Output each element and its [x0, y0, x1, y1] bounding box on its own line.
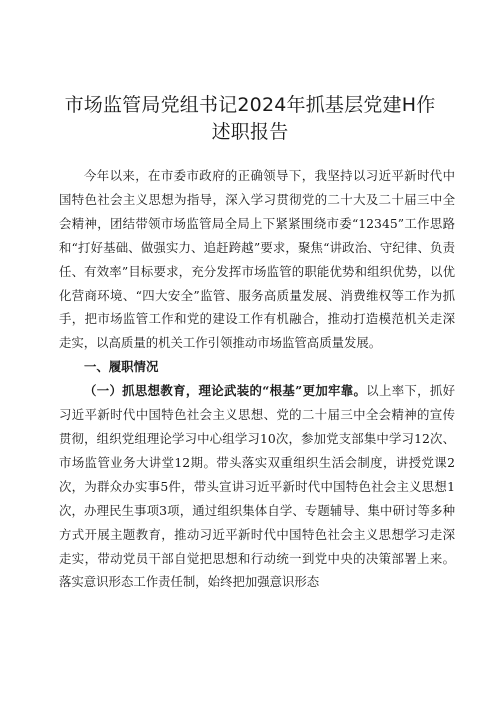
- subsection-lead: （一）抓思想教育，理论武装的“根基”更加牢靠。: [84, 383, 367, 399]
- document-body: [59, 164, 455, 594]
- subsection-paragraph-ideology: [59, 379, 455, 594]
- section-heading-performance: 一、履职情况: [84, 359, 159, 375]
- subsection-body: 以上率下，抓好习近平新时代中国特色社会主义思想、党的二十届三中全会精神的宣传贯彻，组织党组理论学习中心组学习10次，参加党支部集中学习12次、市场监管业务大讲堂12期。带头落实双重组织生活会制度，讲授党课2次，为群众办实事5件，带头宣讲习近平新时代中国特色社会主义思想1次，办理民生事项3项，通过组织集体自学、专题辅导、集中研讨等多种方式开展主题教育，推动习近平新时代中国特色社会主义思想学习走深走实，带动党员干部自觉把思想和行动统一到党中央的决策部署上来。落实意识形态工作责任制，始终把加强意识形态: [59, 383, 455, 590]
- title-line-1: 市场监管局党组书记2024年抓基层党建H作: [64, 94, 436, 116]
- document-title: [40, 92, 460, 146]
- intro-paragraph: 今年以来，在市委市政府的正确领导下，我坚持以习近平新时代中国特色社会主义思想为指导，深入学习贯彻党的二十大及二十届三中全会精神，团结带领市场监管局全局上下紧紧围绕市委“12345”工作思路和“打好基础、做强实力、追赶跨越”要求，聚焦“讲政治、守纪律、负责任、有效率”目标要求，充分发挥市场监管的职能优势和组织优势，以优化营商环境、“四大安全”监管、服务高质量发展、消费维权等工作为抓手，把市场监管工作和党的建设工作有机融合，推动打造模范机关走深走实，以高质量的机关工作引领推动市场监管高质量发展。: [59, 168, 455, 351]
- title-line-2: 述职报告: [211, 121, 289, 143]
